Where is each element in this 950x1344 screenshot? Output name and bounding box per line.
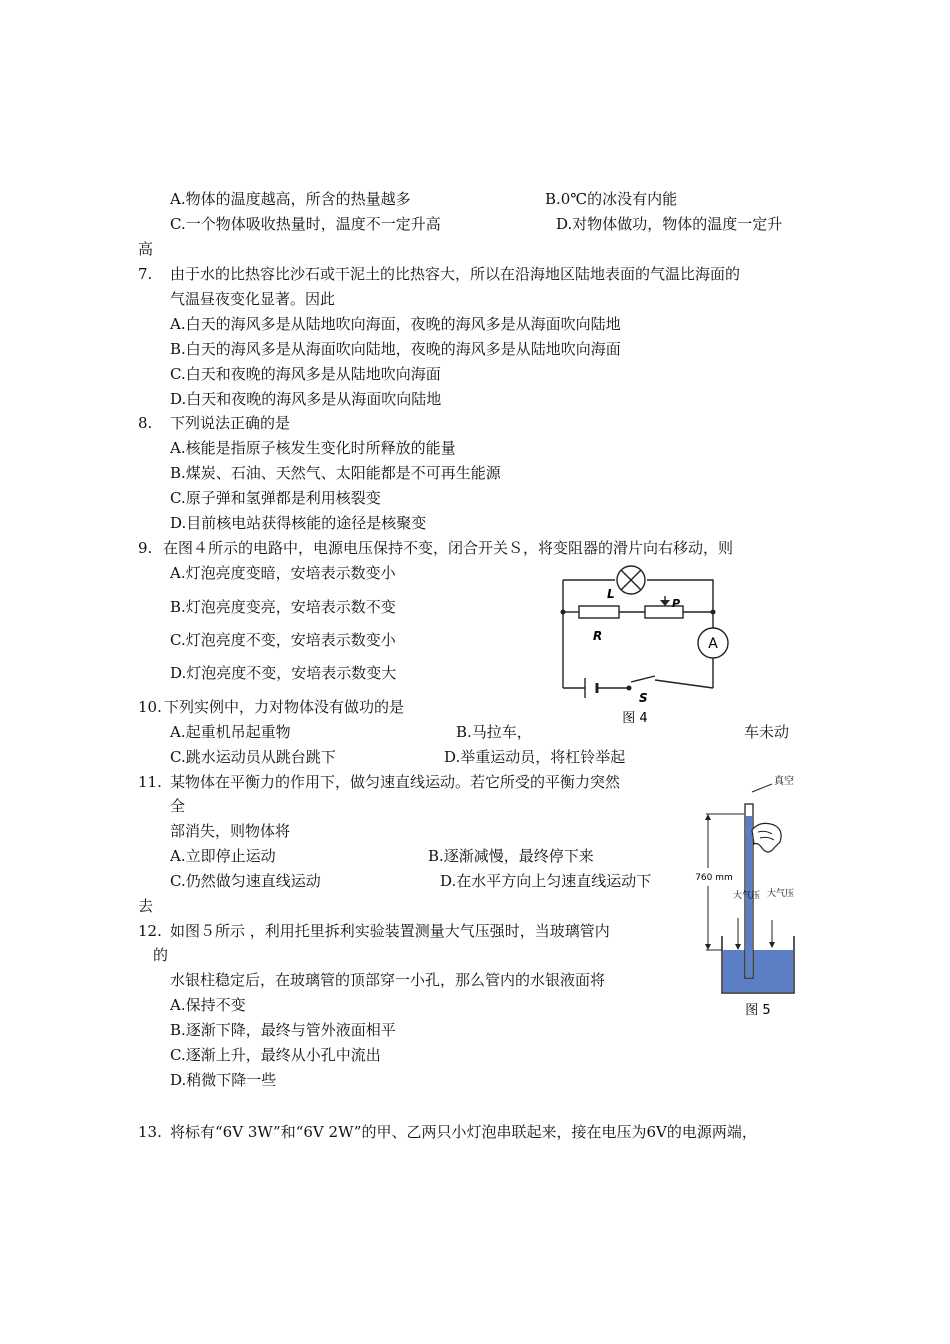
q8-option-c: C.原子弹和氢弹都是利用核裂变: [170, 489, 381, 507]
switch-lever: [631, 676, 655, 682]
circuit-diagram: [555, 560, 735, 730]
q10-stem: 下列实例中，力对物体没有做功的是: [164, 698, 405, 716]
q9-option-b: B.灯泡亮度变亮，安培表示数不变: [170, 598, 396, 616]
q9-option-a: A.灯泡亮度变暗，安培表示数变小: [170, 564, 396, 582]
q12-stem-line3: 水银柱稳定后，在玻璃管的顶部穿一小孔，那么管内的水银液面将: [170, 971, 606, 989]
resistor-label: R: [593, 629, 603, 643]
q12-stem-line1: 如图５所示 ，利用托里拆利实验装置测量大气压强时，当玻璃管内: [170, 922, 610, 940]
q6-option-d-wrap: 高: [138, 240, 154, 258]
q6-option-c: C.一个物体吸收热量时，温度不一定升高: [170, 215, 441, 233]
q11-option-c: C.仍然做匀速直线运动: [170, 872, 321, 890]
pressure-outside-label: 大气压: [767, 889, 795, 899]
q12-option-d: D.稍微下降一些: [170, 1071, 277, 1089]
q10-option-d: D.举重运动员，将杠铃举起: [444, 748, 626, 766]
pressure-arrow-outside-head: [769, 942, 775, 948]
q8-option-b: B.煤炭、石油、天然气、太阳能都是不可再生能源: [170, 464, 501, 482]
q8-stem: 下列说法正确的是: [170, 414, 291, 432]
q12-option-a: A.保持不变: [170, 996, 246, 1014]
q8-number: 8.: [138, 414, 153, 432]
q9-option-c: C.灯泡亮度不变，安培表示数变小: [170, 631, 396, 649]
q7-stem-line1: 由于水的比热容比沙石或干泥土的比热容大，所以在沿海地区陆地表面的气温比海面的: [170, 265, 741, 283]
slider-label: P: [672, 597, 681, 610]
q12-number: 12.: [138, 922, 162, 940]
switch-label: S: [639, 691, 648, 705]
height-label: 760 mm: [695, 873, 733, 883]
q6-option-a: A.物体的温度越高，所含的热量越多: [170, 190, 411, 208]
q7-option-c: C.白天和夜晚的海风多是从陆地吹向海面: [170, 365, 441, 383]
q11-stem-line2: 全: [170, 797, 186, 815]
q11-option-d: D.在水平方向上匀速直线运动下: [440, 872, 652, 890]
q6-option-d: D.对物体做功，物体的温度一定升: [556, 215, 783, 233]
q12-option-b: B.逐渐下降，最终与管外液面相平: [170, 1021, 396, 1039]
q11-option-a: A.立即停止运动: [170, 847, 276, 865]
q6-option-b: B.0℃的冰没有内能: [545, 190, 678, 208]
vacuum-label: 真空: [774, 776, 794, 787]
junction-right: [711, 610, 716, 615]
q10-option-b-tail: 车未动: [744, 723, 790, 741]
lamp-label: L: [607, 587, 615, 601]
height-arrow-head-bottom: [705, 944, 711, 950]
vacuum-pointer: [752, 784, 772, 792]
figure-4-caption: 图 4: [622, 711, 648, 726]
q11-number: 11.: [138, 773, 162, 791]
pressure-arrow-inside-head: [735, 944, 741, 950]
q10-option-a: A.起重机吊起重物: [170, 723, 291, 741]
q9-stem: 在图４所示的电路中，电源电压保持不变，闭合开关Ｓ，将变阻器的滑片向右移动，则: [163, 539, 734, 557]
q8-option-a: A.核能是指原子核发生变化时所释放的能量: [170, 439, 456, 457]
q11-option-d-wrap: 去: [138, 897, 154, 915]
rheostat-slider-arrow: [660, 600, 670, 606]
pressure-inside-label: 大气压: [733, 891, 761, 901]
q7-option-d: D.白天和夜晚的海风多是从海面吹向陆地: [170, 390, 442, 408]
circuit-wire-bottom-right: [655, 680, 713, 688]
q13-number: 13.: [138, 1123, 162, 1141]
figure-5-caption: 图 5: [745, 1003, 771, 1018]
q13-stem: 将标有“6V 3W”和“6V 2W”的甲、乙两只小灯泡串联起来，接在电压为6V的电源两端，: [170, 1123, 757, 1141]
q7-number: 7.: [138, 265, 153, 283]
junction-left: [561, 610, 566, 615]
q10-option-b: B.马拉车，: [456, 723, 532, 741]
mercury-dish-liquid: [723, 950, 793, 992]
q7-option-b: B.白天的海风多是从海面吹向陆地，夜晚的海风多是从陆地吹向海面: [170, 340, 621, 358]
q12-stem-line2: 的: [153, 946, 169, 964]
ammeter-label: A: [708, 636, 718, 652]
q9-option-d: D.灯泡亮度不变，安培表示数变大: [170, 664, 397, 682]
q11-stem-line1: 某物体在平衡力的作用下，做匀速直线运动。若它所受的平衡力突然: [170, 773, 621, 791]
q7-stem-line2: 气温昼夜变化显著。因此: [170, 290, 336, 308]
q11-stem-line3: 部消失，则物体将: [170, 822, 291, 840]
q10-number: 10.: [138, 698, 162, 716]
height-arrow-head-top: [705, 814, 711, 820]
q12-option-c: C.逐渐上升，最终从小孔中流出: [170, 1046, 381, 1064]
resistor-r: [579, 606, 619, 618]
q11-option-b: B.逐渐减慢，最终停下来: [428, 847, 594, 865]
q10-option-c: C.跳水运动员从跳台跳下: [170, 748, 336, 766]
switch-pivot: [627, 686, 632, 691]
q8-option-d: D.目前核电站获得核能的途径是核聚变: [170, 514, 427, 532]
q7-option-a: A.白天的海风多是从陆地吹向海面，夜晚的海风多是从海面吹向陆地: [170, 315, 621, 333]
torricelli-diagram: [688, 770, 808, 1028]
q9-number: 9.: [138, 539, 153, 557]
